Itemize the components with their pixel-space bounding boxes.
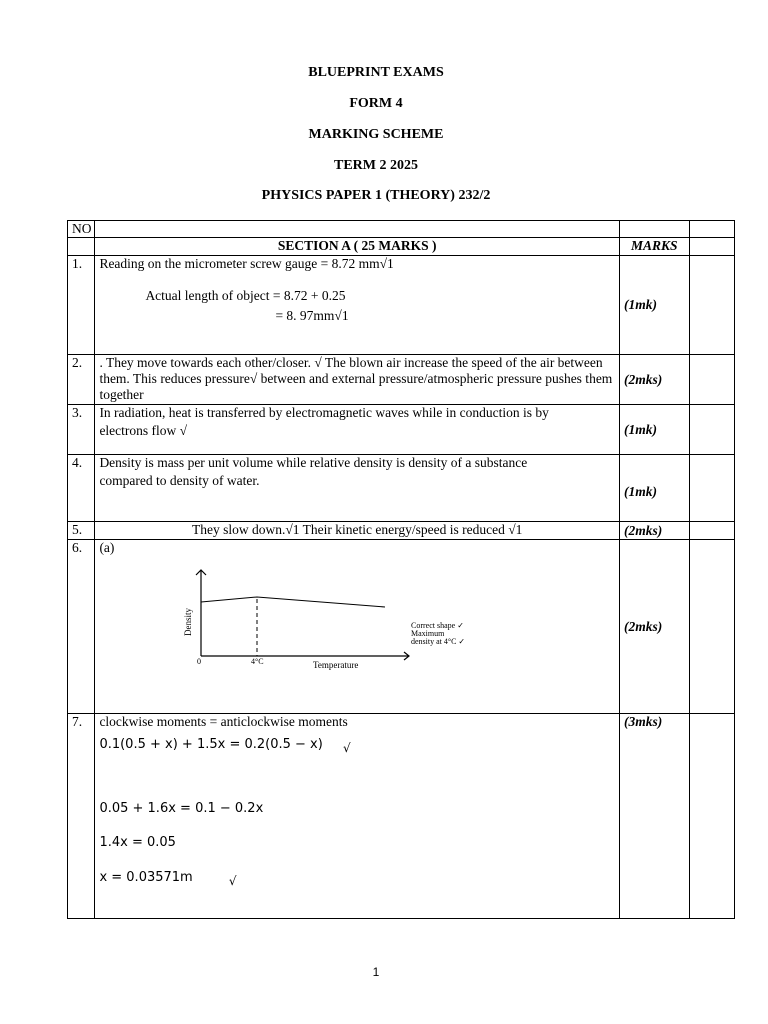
question-row-7 — [68, 714, 735, 919]
marks-cell: (1mk) — [619, 405, 689, 455]
section-title: SECTION A ( 25 MARKS ) — [95, 238, 620, 256]
tick-mark: √ — [342, 741, 351, 755]
question-answer — [95, 540, 620, 714]
question-answer: . They move towards each other/closer. √ The blown air increase the speed of the air between them. This reduces pressure√ between and external pressure/atmospheric pressure pushes them together — [95, 355, 620, 405]
question-row-4 — [68, 455, 735, 522]
marks-cell: (1mk) — [619, 256, 689, 355]
marks-cell: (2mks) — [619, 355, 689, 405]
marks-cell: (2mks) — [619, 540, 689, 714]
marks-header: MARKS — [619, 238, 689, 256]
graph-note: Maximum — [411, 629, 445, 638]
title-exam: BLUEPRINT EXAMS — [308, 65, 444, 80]
marks-cell: (1mk) — [619, 455, 689, 522]
question-number: 1. — [68, 256, 95, 355]
graph-note: density at 4°C ✓ — [411, 637, 466, 646]
title-form: FORM 4 — [349, 96, 403, 111]
question-row-5 — [68, 522, 735, 540]
marks-cell: (2mks) — [619, 522, 689, 540]
peak-label: 4°C — [251, 657, 264, 666]
question-row-6 — [68, 540, 735, 714]
density-temperature-graph — [181, 562, 511, 702]
answer-line: clockwise moments = anticlockwise moments — [99, 714, 348, 729]
question-row-1 — [68, 256, 735, 355]
title-marking-scheme: MARKING SCHEME — [308, 127, 444, 142]
question-number: 2. — [68, 355, 95, 405]
question-answer — [95, 455, 620, 522]
tick-mark: √ — [228, 874, 237, 888]
question-number: 7. — [68, 714, 95, 919]
section-row — [68, 238, 735, 256]
table-header-row — [68, 221, 735, 238]
answer-line: In radiation, heat is transferred by electromagnetic waves while in conduction is by — [99, 405, 549, 420]
question-answer — [95, 405, 620, 455]
answer-line: electrons flow √ — [99, 423, 188, 438]
answer-line: Density is mass per unit volume while relative density is density of a substance — [99, 455, 528, 470]
question-number: 4. — [68, 455, 95, 522]
equation-row — [99, 869, 615, 886]
equation: x = 0.03571m — [99, 870, 193, 885]
no-header: NO — [68, 221, 95, 238]
question-answer — [95, 714, 620, 919]
question-row-2 — [68, 355, 735, 405]
question-number: 3. — [68, 405, 95, 455]
page-number: 1 — [372, 965, 380, 979]
origin-label: 0 — [197, 657, 202, 666]
question-answer — [95, 256, 620, 355]
answer-line: Actual length of object = 8.72 + 0.25 — [145, 288, 346, 303]
answer-line: Reading on the micrometer screw gauge = 8.72 mm√1 — [99, 256, 394, 271]
marking-scheme-table — [67, 220, 735, 919]
equation-row — [99, 736, 615, 753]
title-paper: PHYSICS PAPER 1 (THEORY) 232/2 — [261, 188, 491, 203]
question-row-3 — [68, 405, 735, 455]
question-number: 6. — [68, 540, 95, 714]
graph-note: Correct shape ✓ — [411, 621, 465, 630]
question-answer: They slow down.√1 Their kinetic energy/speed is reduced √1 — [95, 522, 620, 540]
density-curve — [201, 597, 385, 607]
answer-line: = 8. 97mm√1 — [275, 308, 349, 323]
question-number: 5. — [68, 522, 95, 540]
y-axis-label: Density — [183, 608, 194, 636]
equation: 1.4x = 0.05 — [99, 835, 176, 850]
equation: 0.05 + 1.6x = 0.1 − 0.2x — [99, 801, 264, 816]
title-term: TERM 2 2025 — [334, 158, 418, 173]
marks-cell: (3mks) — [619, 714, 689, 919]
equation: 0.1(0.5 + x) + 1.5x = 0.2(0.5 − x) — [99, 737, 323, 752]
answer-line: compared to density of water. — [99, 473, 260, 488]
part-label: (a) — [99, 540, 115, 555]
x-axis-label: Temperature — [313, 660, 359, 670]
